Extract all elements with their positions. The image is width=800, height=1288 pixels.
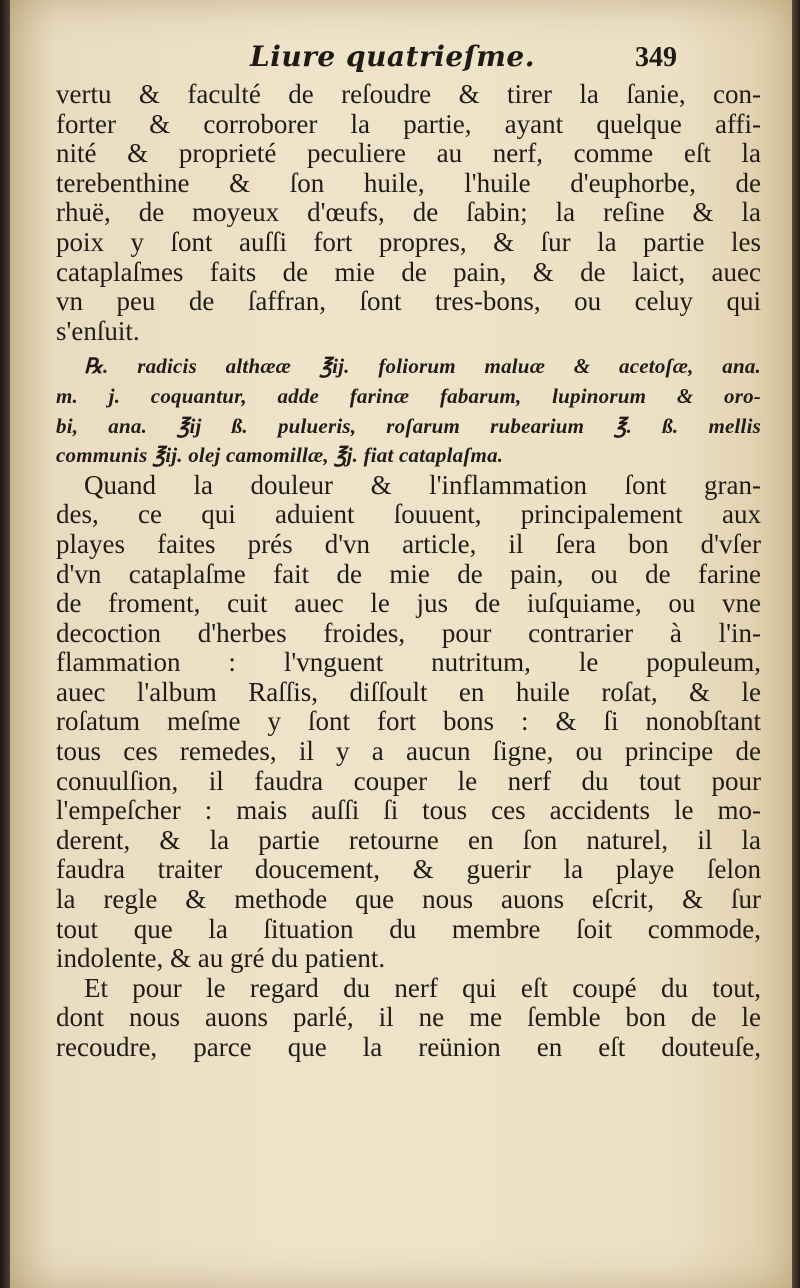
text-line: Et pour le regard du nerf qui eſt coupé du tout,	[84, 973, 761, 1003]
text-line: poix y ſont auſſi fort propres, & ſur la partie les	[56, 227, 761, 257]
paragraph-inflammation	[56, 471, 761, 974]
text-line: faudra traiter doucement, & guerir la playe ſelon	[56, 855, 761, 885]
text-line: roſatum meſme y ſont fort bons : & ſi nonobſtant	[56, 707, 761, 737]
text-line: rhuë, de moyeux d'œufs, de ſabin; la reſine & la	[56, 198, 761, 228]
text-line: l'empeſcher : mais auſſi ſi tous ces accidents le mo-	[56, 796, 761, 826]
text-line: nité & proprieté peculiere au nerf, comme eſt la	[56, 139, 761, 169]
page-edge	[792, 0, 800, 1288]
recipe-line: communis ℥ij. olej camomillæ, ℥j. fiat cataplaſma.	[56, 443, 504, 468]
text-line: flammation : l'vnguent nutritum, le populeum,	[56, 648, 761, 678]
text-line: dont nous auons parlé, il ne me ſemble bon de le	[56, 1003, 761, 1033]
text-line: recoudre, parce que la reünion en eſt douteuſe,	[56, 1033, 761, 1062]
text-line: decoction d'herbes froides, pour contrarier à l'in-	[56, 618, 761, 648]
text-line: s'enſuit.	[56, 316, 140, 346]
text-line: la regle & methode que nous auons eſcrit, & ſur	[56, 885, 761, 915]
recipe-block	[56, 352, 761, 470]
text-line: tous ces remedes, il y a aucun ſigne, ou principe de	[56, 737, 761, 767]
page-number: 349	[635, 42, 677, 73]
text-line: conuulſion, il faudra couper le nerf du tout pour	[56, 766, 761, 796]
text-line: indolente, & au gré du patient.	[56, 944, 386, 974]
text-line: forter & corroborer la partie, ayant quelque affi-	[56, 109, 761, 139]
text-line: playes faites prés d'vn article, il ſera bon d'vſer	[56, 529, 761, 559]
recipe-line: ℞. radicis althææ ℥ij. foliorum maluæ & acetoſæ, ana.	[84, 354, 761, 379]
text-line: vn peu de ſaffran, ſont tres-bons, ou celuy qui	[56, 287, 761, 317]
paragraph-nerf	[56, 974, 761, 1063]
text-line: auec l'album Raſſis, diſſoult en huile roſat, & le	[56, 677, 761, 707]
text-line: d'vn cataplaſme fait de mie de pain, ou de farine	[56, 559, 761, 589]
text-line: tout que la ſituation du membre ſoit commode,	[56, 914, 761, 944]
text-line: de froment, cuit auec le jus de iuſquiame, ou vne	[56, 589, 761, 619]
book-page	[10, 0, 792, 1288]
text-line: des, ce qui aduient ſouuent, principalement aux	[56, 500, 761, 530]
recipe-line: m. j. coquantur, adde farinæ fabarum, lupinorum & oro-	[56, 383, 761, 408]
text-line: cataplaſmes faits de mie de pain, & de laict, auec	[56, 257, 761, 287]
text-line: terebenthine & ſon huile, l'huile d'euphorbe, de	[56, 168, 761, 198]
running-title: Liure quatrieſme.	[250, 40, 535, 73]
page-body	[56, 80, 761, 1063]
text-line: vertu & faculté de reſoudre & tirer la ſanie, con-	[56, 80, 761, 109]
recipe-line: bi, ana. ℥ij ß. pulueris, roſarum rubearium ℥. ß. mellis	[56, 413, 761, 438]
binding-edge	[0, 0, 10, 1288]
text-line: Quand la douleur & l'inflammation ſont gran-	[84, 470, 761, 500]
text-line: derent, & la partie retourne en ſon naturel, il la	[56, 825, 761, 855]
paragraph-continuation	[56, 80, 761, 346]
